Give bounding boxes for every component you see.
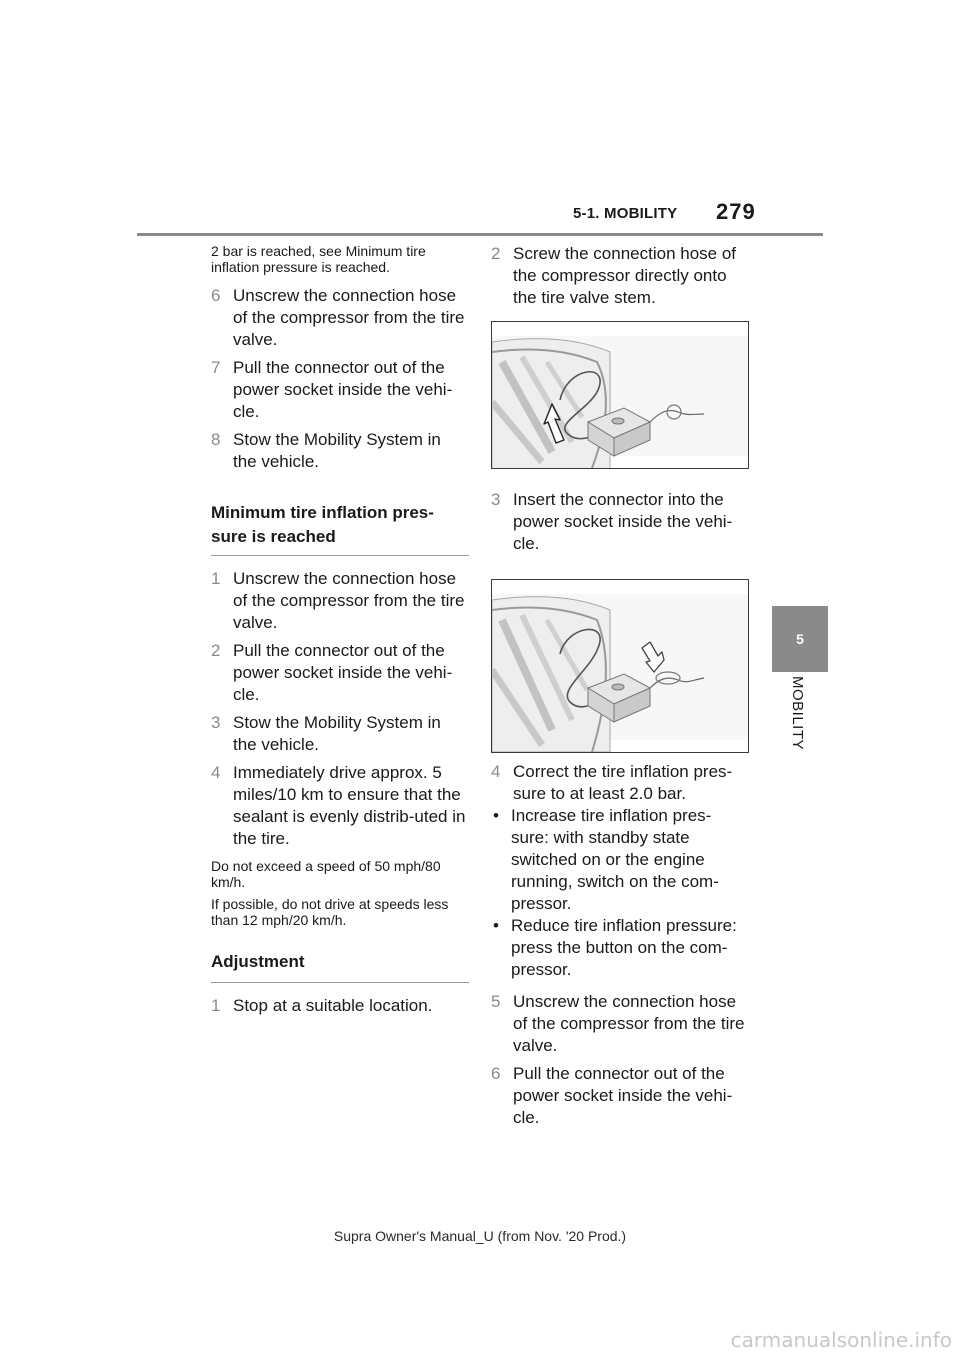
chapter-side-label: [788, 676, 808, 766]
section-title: 5-1. MOBILITY: [573, 205, 678, 222]
step-item: 7 Pull the connector out of the power socket inside the vehi-cle.: [211, 358, 453, 421]
power-socket-svg: [492, 580, 748, 752]
step-item: 3 Stow the Mobility System in the vehicle.: [211, 713, 441, 754]
heading-minimum-pressure: Minimum tire inflation pres-sure is reached: [211, 503, 434, 546]
page-number: 279: [716, 199, 756, 224]
speed-note: If possible, do not drive at speeds less than 12 mph/20 km/h.: [211, 896, 449, 928]
step-item: 1 Unscrew the connection hose of the compressor from the tire valve.: [211, 569, 465, 632]
step-item: 6 Unscrew the connection hose of the compressor from the tire valve.: [211, 286, 465, 349]
step-item: 5 Unscrew the connection hose of the compressor from the tire valve.: [491, 992, 745, 1055]
step-item: 2 Screw the connection hose of the compressor directly onto the tire valve stem.: [491, 244, 737, 307]
step-item: 4 Correct the tire inflation pres-sure to at least 2.0 bar.: [491, 762, 733, 803]
speed-note: Do not exceed a speed of 50 mph/80 km/h.: [211, 858, 441, 890]
step-item: 3 Insert the connector into the power socket inside the vehi-cle.: [491, 490, 733, 553]
bullet-item: • Increase tire inflation pres-sure: with standby state switched on or the engine running, switch on the com-pressor.: [493, 806, 719, 913]
step-item: 4 Immediately drive approx. 5 miles/10 km to ensure that the sealant is evenly distrib-uted in the tire.: [211, 763, 466, 848]
bullet-item: • Reduce tire inflation pressure: press the button on the com-pressor.: [493, 916, 737, 979]
footer-text: Supra Owner's Manual_U (from Nov. '20 Prod.): [333, 1228, 627, 1244]
right-column: [491, 243, 749, 1129]
intro-text: 2 bar is reached, see Minimum tire inflation pressure is reached.: [211, 243, 426, 275]
compressor-hose-illustration: [491, 321, 749, 469]
step-item: 2 Pull the connector out of the power socket inside the vehi-cle.: [211, 641, 453, 704]
step-item: 8 Stow the Mobility System in the vehicle.: [211, 430, 441, 471]
left-column: [211, 243, 469, 1017]
compressor-hose-svg: [492, 322, 748, 468]
chapter-label: MOBILITY: [789, 676, 806, 751]
step-item: 6 Pull the connector out of the power socket inside the vehi-cle.: [491, 1064, 733, 1127]
step-item: 1 Stop at a suitable location.: [211, 996, 433, 1015]
heading-adjustment: Adjustment: [211, 952, 305, 971]
chapter-number: 5: [796, 631, 804, 647]
chapter-tab: [772, 606, 828, 672]
header-divider: [137, 233, 823, 236]
watermark: carmanualsonline.info: [730, 1328, 952, 1352]
power-socket-illustration: [491, 579, 749, 753]
